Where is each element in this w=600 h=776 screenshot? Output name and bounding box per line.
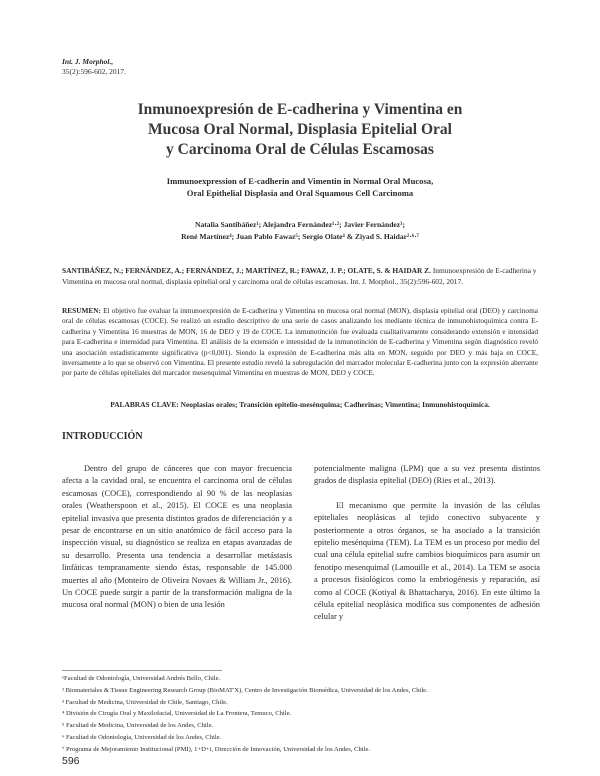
footnote-3: ³ Facultad de Medicina, Universidad de Chile, Santiago, Chile. [62, 698, 228, 706]
english-title-line-1: Immunoexpression of E-cadherin and Vimentin in Normal Oral Mucosa, [166, 176, 434, 186]
title-line-2: Mucosa Oral Normal, Displasia Epitelial Oral [148, 121, 452, 138]
footnote-2: ² Biomateriales & Tissue Engineering Research Group (BioMAT'X), Centro de Investigación Biomédica, Universidad de los Andes, Chile. [62, 686, 428, 694]
title-line-1: Inmunoexpresión de E-cadherina y Vimentina en [137, 101, 463, 118]
citation-text: Inmunoexpresión de E-cadherina y Vimentina en mucosa oral normal, displasia epitelial oral y carcinoma oral de células escamosas. Int. J. Morphol., 35(2):596-602, 2017. [62, 266, 537, 286]
footnote-6: ⁶ Facultad de Odontología, Universidad de los Andes, Chile. [62, 733, 222, 741]
footnote-4: ⁴ División de Cirugía Oral y Maxilofacial, Universidad de La Frontera, Temuco, Chile. [62, 710, 292, 718]
page-number: 596 [62, 755, 80, 767]
title-line-3: y Carcinoma Oral de Células Escamosas [166, 141, 434, 158]
footnote-divider [62, 670, 222, 671]
keywords [62, 400, 538, 410]
body-column-left: Dentro del grupo de cánceres que con mayor frecuencia afecta a la cavidad oral, se encuentra el carcinoma oral de células escamosas (COCE), correspondiendo al 90 % de las neoplasias orales (Weatherspoon et al., 2015). El COCE es una neoplasia epitelial invasiva que presenta distintos grados de diferenciación y a pesar de encontrarse en un sitio anatómico de fácil acceso para la inspección visual, su diagnóstico se realiza en etapas avanzadas de su desarrollo. Presenta una tendencia a desarrollar metástasis linfáticas tempranamente siendo éstas, responsable de 145.000 muertes al año (Monteiro de Oliveira Novaes & William Jr., 2016). Un COCE puede surgir a partir de la transformación maligna de la mucosa oral normal (MON) o bien de una lesión [62, 464, 292, 610]
abstract-label: RESUMEN: [62, 306, 101, 315]
authors-line-2: René Martínez⁴; Juan Pablo Fawaz⁵; Sergio Olate⁴ & Ziyad S. Haidar²·⁶·⁷ [181, 232, 419, 241]
journal-citation: 35(2):596-602, 2017. [62, 67, 126, 76]
journal-header [62, 57, 126, 77]
body-column-right [314, 463, 540, 624]
footnote-1: ¹Facultad de Odontología, Universidad Andrés Bello, Chile. [62, 675, 221, 682]
body-paragraph-1: potencialmente maligna (LPM) que a su vez presenta distintos grados de displasia epitelial (DEO) (Ries et al., 2013). [314, 464, 540, 486]
abstract-text: El objetivo fue evaluar la inmunoexpresión de E-cadherina y Vimentina en mucosa oral normal (MON), displasia epitelial oral (DEO) y carcinoma oral de células escamosas (COCE). Se realizó un estudio descriptivo de una serie de casos analizando los mediante técnica de inmunohistoquímica contra E-cadherina y Vimentina 16 muestras de MON, 16 de DEO y 19 de COCE. La inmunotinción fue evaluada cualitativamente considerando extensión e intensidad para E-cadherina e intensidad para Vimentina. El análisis de la extensión e intensidad de la inmunotinción de E-cadherina y Vimentina según diagnóstico reveló una asociación estadísticamente significativa (p<0,001). Siendo la expresión de E-cadherina más alta en MON, seguido por DEO y más baja en COCE, inversamente a lo que se observó con Vimentina. El presente estudio reveló la subregulación del marcador molecular E-cadherina junto con la expresión aberrante por parte de células epiteliales del marcador mesenquimal Vimentina en muestras de MON, DEO y COCE. [62, 306, 538, 378]
body-paragraph-2: El mecanismo que permite la invasión de las células epiteliales neoplásicas al tejido conectivo subyacente y posteriormente a otros órganos, se ha asociado a la transición epitelio mesénquima (TEM). La TEM es un proceso por medio del cual una célula epitelial sufre cambios bioquímicos para asumir un fenotipo mesenquimal (Lamouille et al., 2014). La TEM se asocia a procesos fisiológicos como la embriogénesis y reparación, así como al COCE (Kotiyal & Bhattacharya, 2016). En este último la célula epitelial neoplásica modifica sus componentes de adhesión celular y [314, 500, 540, 622]
citation-block [62, 266, 538, 287]
citation-names: SANTIBÁÑEZ, N.; FERNÁNDEZ, A.; FERNÁNDEZ, J.; MARTÍNEZ, R.; FAWAZ, J. P.; OLATE, S. & HAIDAR Z. [62, 266, 431, 275]
authors-line-1: Natalia Santibáñez¹; Alejandra Fernández¹·²; Javier Fernández³; [195, 220, 405, 229]
english-title [80, 175, 520, 199]
abstract [62, 306, 538, 379]
footnotes [62, 670, 538, 756]
section-heading: INTRODUCCIÓN [62, 431, 143, 442]
article-title [60, 100, 540, 160]
keywords-text: Neoplasias orales; Transición epitelio-mesénquima; Cadherinas; Vimentina; Inmunohistoquímica. [180, 400, 490, 409]
author-list [90, 219, 510, 243]
keywords-label: PALABRAS CLAVE: [110, 400, 179, 409]
journal-name: Int. J. Morphol., [62, 57, 114, 66]
footnote-7: ⁷ Programa de Mejoramiento Institucional (PMI), 1+D+i, Dirección de Innovación, Universidad de los Andes, Chile. [62, 745, 371, 753]
english-title-line-2: Oral Epithelial Displasia and Oral Squamous Cell Carcinoma [186, 188, 414, 198]
footnote-5: ⁵ Facultad de Medicina, Universidad de los Andes, Chile. [62, 722, 214, 730]
